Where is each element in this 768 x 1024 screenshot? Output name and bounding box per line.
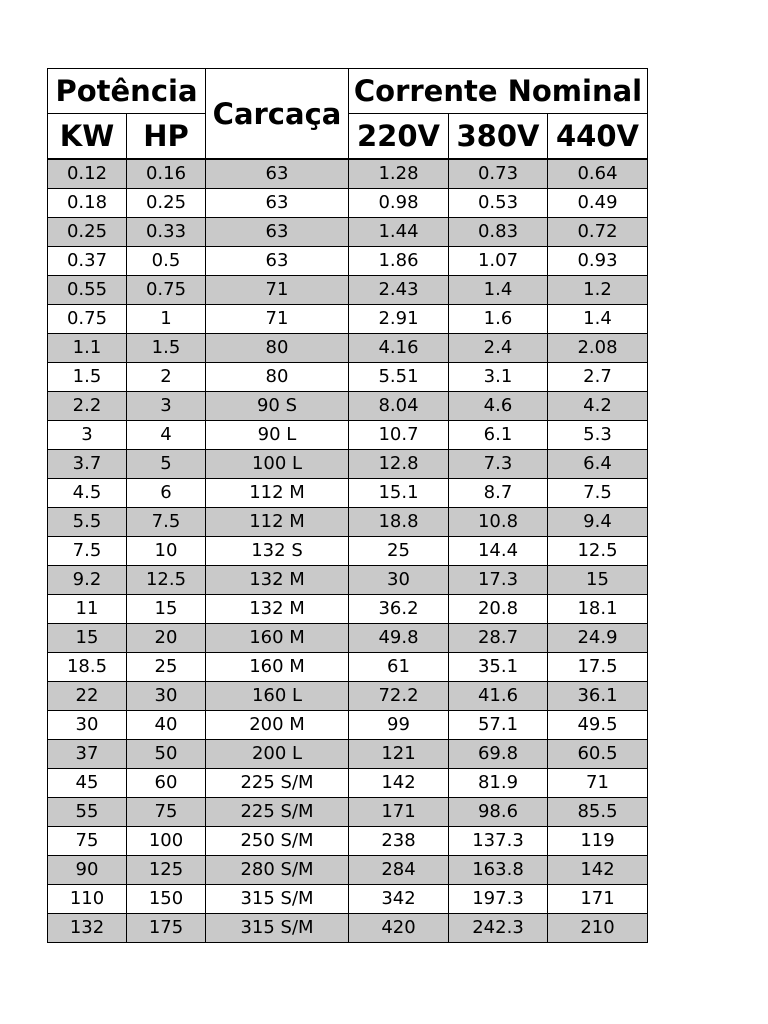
cell-carcaca: 160 L <box>206 682 349 711</box>
cell-kw: 0.55 <box>48 276 127 305</box>
cell-kw: 5.5 <box>48 508 127 537</box>
cell-220v: 25 <box>349 537 449 566</box>
cell-hp: 12.5 <box>127 566 206 595</box>
table-row <box>48 305 648 334</box>
cell-440v: 1.2 <box>548 276 648 305</box>
cell-440v: 12.5 <box>548 537 648 566</box>
cell-hp: 2 <box>127 363 206 392</box>
cell-220v: 0.98 <box>349 189 449 218</box>
table-body <box>48 159 648 943</box>
cell-380v: 242.3 <box>449 914 548 943</box>
cell-220v: 4.16 <box>349 334 449 363</box>
cell-hp: 0.33 <box>127 218 206 247</box>
cell-kw: 18.5 <box>48 653 127 682</box>
cell-kw: 0.18 <box>48 189 127 218</box>
cell-440v: 0.93 <box>548 247 648 276</box>
cell-380v: 4.6 <box>449 392 548 421</box>
cell-kw: 1.5 <box>48 363 127 392</box>
cell-carcaca: 132 M <box>206 595 349 624</box>
cell-380v: 98.6 <box>449 798 548 827</box>
table-row <box>48 682 648 711</box>
cell-carcaca: 132 M <box>206 566 349 595</box>
cell-380v: 14.4 <box>449 537 548 566</box>
cell-440v: 119 <box>548 827 648 856</box>
cell-hp: 7.5 <box>127 508 206 537</box>
cell-220v: 10.7 <box>349 421 449 450</box>
motor-spec-table <box>47 68 648 943</box>
header-220v: 220V <box>349 114 449 160</box>
cell-440v: 142 <box>548 856 648 885</box>
cell-hp: 10 <box>127 537 206 566</box>
cell-380v: 6.1 <box>449 421 548 450</box>
cell-220v: 1.28 <box>349 159 449 189</box>
cell-kw: 37 <box>48 740 127 769</box>
cell-220v: 342 <box>349 885 449 914</box>
cell-hp: 50 <box>127 740 206 769</box>
cell-220v: 142 <box>349 769 449 798</box>
cell-380v: 1.4 <box>449 276 548 305</box>
table-row <box>48 566 648 595</box>
cell-kw: 30 <box>48 711 127 740</box>
cell-kw: 22 <box>48 682 127 711</box>
cell-kw: 7.5 <box>48 537 127 566</box>
cell-440v: 171 <box>548 885 648 914</box>
cell-440v: 60.5 <box>548 740 648 769</box>
cell-hp: 75 <box>127 798 206 827</box>
cell-380v: 17.3 <box>449 566 548 595</box>
cell-380v: 163.8 <box>449 856 548 885</box>
cell-380v: 0.83 <box>449 218 548 247</box>
cell-hp: 0.16 <box>127 159 206 189</box>
cell-220v: 8.04 <box>349 392 449 421</box>
cell-kw: 0.12 <box>48 159 127 189</box>
cell-440v: 71 <box>548 769 648 798</box>
cell-hp: 0.25 <box>127 189 206 218</box>
table-row <box>48 479 648 508</box>
cell-220v: 1.44 <box>349 218 449 247</box>
cell-380v: 7.3 <box>449 450 548 479</box>
cell-carcaca: 160 M <box>206 624 349 653</box>
cell-carcaca: 280 S/M <box>206 856 349 885</box>
cell-kw: 4.5 <box>48 479 127 508</box>
cell-carcaca: 71 <box>206 305 349 334</box>
cell-220v: 61 <box>349 653 449 682</box>
cell-hp: 40 <box>127 711 206 740</box>
table-row <box>48 537 648 566</box>
cell-220v: 12.8 <box>349 450 449 479</box>
cell-carcaca: 63 <box>206 247 349 276</box>
cell-carcaca: 225 S/M <box>206 798 349 827</box>
cell-440v: 5.3 <box>548 421 648 450</box>
cell-hp: 60 <box>127 769 206 798</box>
cell-hp: 1 <box>127 305 206 334</box>
table-row <box>48 653 648 682</box>
cell-440v: 2.08 <box>548 334 648 363</box>
cell-380v: 197.3 <box>449 885 548 914</box>
table-row <box>48 508 648 537</box>
cell-hp: 0.5 <box>127 247 206 276</box>
cell-kw: 132 <box>48 914 127 943</box>
table-row <box>48 595 648 624</box>
cell-440v: 210 <box>548 914 648 943</box>
header-corrente-nominal: Corrente Nominal <box>349 69 648 114</box>
cell-220v: 99 <box>349 711 449 740</box>
cell-220v: 18.8 <box>349 508 449 537</box>
cell-hp: 125 <box>127 856 206 885</box>
table-row <box>48 827 648 856</box>
cell-hp: 6 <box>127 479 206 508</box>
table-row <box>48 769 648 798</box>
cell-220v: 284 <box>349 856 449 885</box>
cell-380v: 8.7 <box>449 479 548 508</box>
cell-440v: 4.2 <box>548 392 648 421</box>
cell-carcaca: 80 <box>206 334 349 363</box>
cell-440v: 85.5 <box>548 798 648 827</box>
cell-hp: 30 <box>127 682 206 711</box>
table-row <box>48 914 648 943</box>
cell-220v: 36.2 <box>349 595 449 624</box>
cell-hp: 3 <box>127 392 206 421</box>
table-row <box>48 276 648 305</box>
cell-carcaca: 63 <box>206 189 349 218</box>
cell-440v: 7.5 <box>548 479 648 508</box>
cell-carcaca: 63 <box>206 218 349 247</box>
table-row <box>48 247 648 276</box>
cell-380v: 1.07 <box>449 247 548 276</box>
cell-kw: 3.7 <box>48 450 127 479</box>
cell-kw: 9.2 <box>48 566 127 595</box>
table-row <box>48 421 648 450</box>
cell-carcaca: 132 S <box>206 537 349 566</box>
cell-kw: 75 <box>48 827 127 856</box>
table-row <box>48 711 648 740</box>
cell-220v: 30 <box>349 566 449 595</box>
cell-hp: 100 <box>127 827 206 856</box>
cell-380v: 20.8 <box>449 595 548 624</box>
cell-440v: 9.4 <box>548 508 648 537</box>
cell-220v: 72.2 <box>349 682 449 711</box>
cell-440v: 1.4 <box>548 305 648 334</box>
cell-kw: 0.75 <box>48 305 127 334</box>
cell-carcaca: 100 L <box>206 450 349 479</box>
cell-220v: 1.86 <box>349 247 449 276</box>
cell-220v: 171 <box>349 798 449 827</box>
cell-440v: 6.4 <box>548 450 648 479</box>
cell-kw: 11 <box>48 595 127 624</box>
header-380v: 380V <box>449 114 548 160</box>
header-440v: 440V <box>548 114 648 160</box>
cell-220v: 2.43 <box>349 276 449 305</box>
header-kw: KW <box>48 114 127 160</box>
cell-hp: 20 <box>127 624 206 653</box>
cell-380v: 0.53 <box>449 189 548 218</box>
cell-kw: 90 <box>48 856 127 885</box>
cell-380v: 137.3 <box>449 827 548 856</box>
table-row <box>48 363 648 392</box>
cell-440v: 15 <box>548 566 648 595</box>
cell-220v: 5.51 <box>349 363 449 392</box>
cell-hp: 0.75 <box>127 276 206 305</box>
table-row <box>48 885 648 914</box>
cell-220v: 238 <box>349 827 449 856</box>
cell-440v: 49.5 <box>548 711 648 740</box>
cell-220v: 420 <box>349 914 449 943</box>
cell-380v: 3.1 <box>449 363 548 392</box>
cell-carcaca: 315 S/M <box>206 914 349 943</box>
header-hp: HP <box>127 114 206 160</box>
cell-carcaca: 250 S/M <box>206 827 349 856</box>
cell-hp: 25 <box>127 653 206 682</box>
cell-carcaca: 160 M <box>206 653 349 682</box>
cell-380v: 10.8 <box>449 508 548 537</box>
cell-kw: 0.37 <box>48 247 127 276</box>
cell-380v: 69.8 <box>449 740 548 769</box>
cell-380v: 41.6 <box>449 682 548 711</box>
table-header <box>48 69 648 160</box>
table-row <box>48 159 648 189</box>
cell-380v: 57.1 <box>449 711 548 740</box>
cell-380v: 35.1 <box>449 653 548 682</box>
cell-440v: 36.1 <box>548 682 648 711</box>
cell-kw: 2.2 <box>48 392 127 421</box>
cell-440v: 0.49 <box>548 189 648 218</box>
cell-kw: 110 <box>48 885 127 914</box>
table-row <box>48 218 648 247</box>
cell-380v: 1.6 <box>449 305 548 334</box>
cell-440v: 18.1 <box>548 595 648 624</box>
cell-kw: 0.25 <box>48 218 127 247</box>
table-row <box>48 740 648 769</box>
cell-220v: 15.1 <box>349 479 449 508</box>
cell-carcaca: 71 <box>206 276 349 305</box>
cell-hp: 150 <box>127 885 206 914</box>
cell-hp: 5 <box>127 450 206 479</box>
cell-kw: 1.1 <box>48 334 127 363</box>
header-carcaca: Carcaça <box>206 69 349 160</box>
table-row <box>48 392 648 421</box>
cell-380v: 28.7 <box>449 624 548 653</box>
cell-carcaca: 315 S/M <box>206 885 349 914</box>
cell-carcaca: 200 L <box>206 740 349 769</box>
cell-carcaca: 90 S <box>206 392 349 421</box>
cell-kw: 45 <box>48 769 127 798</box>
table-row <box>48 856 648 885</box>
cell-carcaca: 200 M <box>206 711 349 740</box>
cell-kw: 15 <box>48 624 127 653</box>
cell-carcaca: 225 S/M <box>206 769 349 798</box>
cell-440v: 17.5 <box>548 653 648 682</box>
cell-440v: 0.72 <box>548 218 648 247</box>
cell-kw: 55 <box>48 798 127 827</box>
cell-440v: 24.9 <box>548 624 648 653</box>
cell-carcaca: 112 M <box>206 508 349 537</box>
cell-440v: 0.64 <box>548 159 648 189</box>
table-row <box>48 189 648 218</box>
cell-carcaca: 112 M <box>206 479 349 508</box>
cell-hp: 1.5 <box>127 334 206 363</box>
cell-440v: 2.7 <box>548 363 648 392</box>
cell-carcaca: 90 L <box>206 421 349 450</box>
table-row <box>48 334 648 363</box>
cell-220v: 49.8 <box>349 624 449 653</box>
cell-hp: 4 <box>127 421 206 450</box>
header-potencia: Potência <box>48 69 206 114</box>
cell-hp: 175 <box>127 914 206 943</box>
cell-220v: 121 <box>349 740 449 769</box>
cell-220v: 2.91 <box>349 305 449 334</box>
table-row <box>48 450 648 479</box>
cell-380v: 2.4 <box>449 334 548 363</box>
cell-hp: 15 <box>127 595 206 624</box>
table-row <box>48 624 648 653</box>
cell-carcaca: 63 <box>206 159 349 189</box>
cell-380v: 81.9 <box>449 769 548 798</box>
cell-carcaca: 80 <box>206 363 349 392</box>
table-row <box>48 798 648 827</box>
cell-380v: 0.73 <box>449 159 548 189</box>
cell-kw: 3 <box>48 421 127 450</box>
